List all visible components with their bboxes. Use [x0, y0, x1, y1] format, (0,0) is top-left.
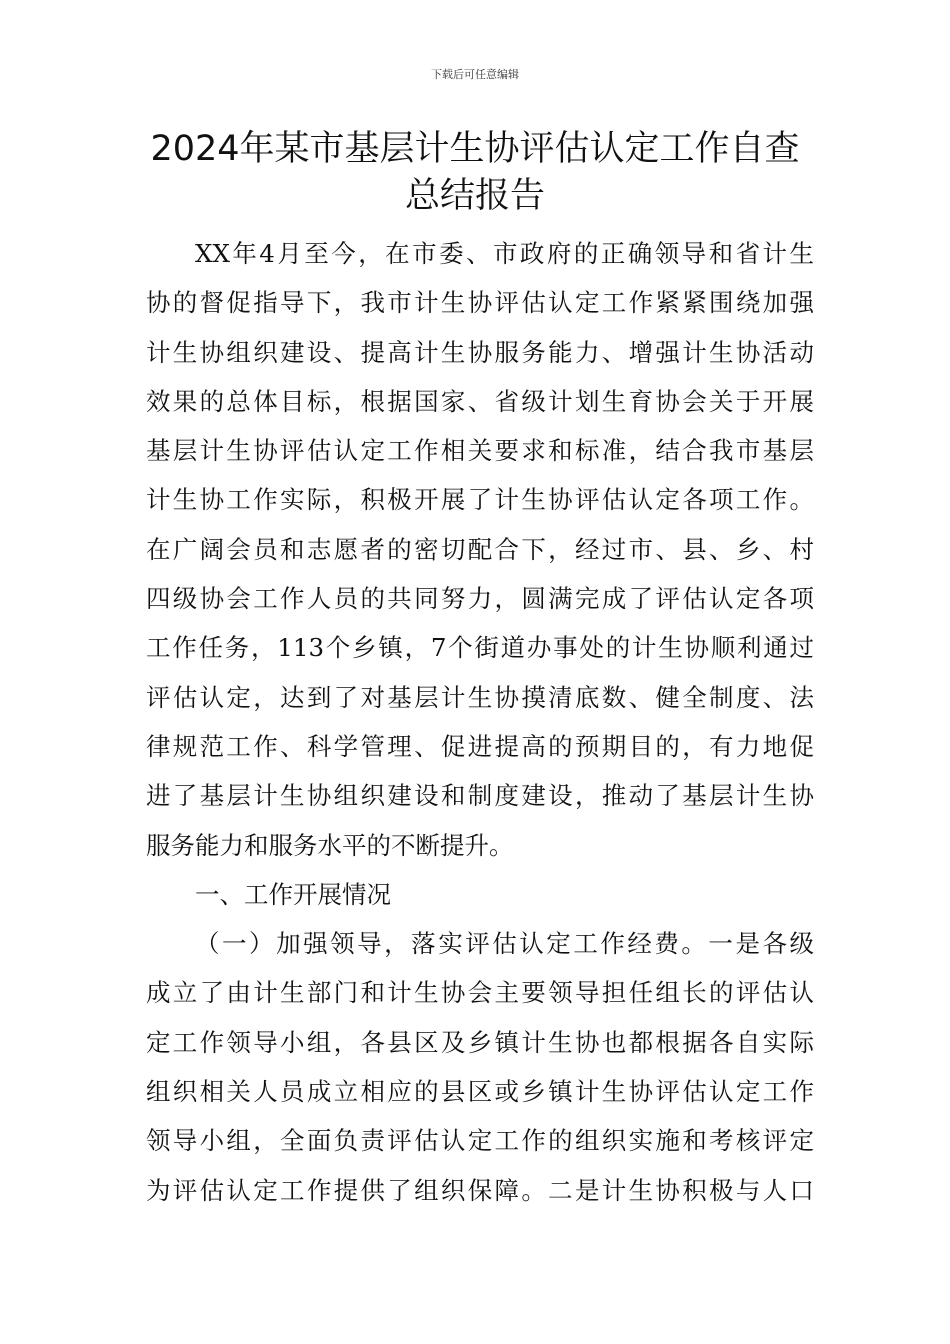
- section-heading: [146, 870, 814, 919]
- paragraph-intro: [146, 229, 814, 870]
- text-line: 协的督促指导下，我市计生协评估认定工作紧紧围绕加强: [146, 288, 814, 318]
- text-line: 定工作领导小组，各县区及乡镇计生协也都根据各自实际: [146, 1027, 814, 1057]
- title-line: 2024年某市基层计生协评估认定工作自查: [150, 129, 800, 169]
- document-body: [146, 229, 814, 1215]
- document-title: [100, 126, 850, 220]
- text-line: 四级协会工作人员的共同努力，圆满完成了评估认定各项: [146, 584, 814, 614]
- text-line: XX年4月至今，在市委、市政府的正确领导和省计生: [195, 239, 814, 268]
- paragraph-leadership: [146, 919, 814, 1215]
- text-line: 为评估认定工作提供了组织保障。二是计生协积极与人口: [146, 1175, 814, 1205]
- download-watermark: 下载后可任意编辑: [431, 68, 519, 81]
- text-line: 评估认定，达到了对基层计生协摸清底数、健全制度、法: [146, 682, 814, 712]
- text-line: 进了基层计生协组织建设和制度建设，推动了基层计生协: [146, 781, 814, 811]
- text-line: （一）加强领导，落实评估认定工作经费。一是各级: [195, 929, 814, 959]
- text-line: 基层计生协评估认定工作相关要求和标准，结合我市基层: [146, 436, 814, 466]
- text-line: 效果的总体目标，根据国家、省级计划生育协会关于开展: [146, 386, 814, 416]
- text-line: 律规范工作、科学管理、促进提高的预期目的，有力地促: [146, 731, 814, 761]
- text-line: 在广阔会员和志愿者的密切配合下，经过市、县、乡、村: [146, 534, 814, 564]
- text-line: 服务能力和服务水平的不断提升。: [146, 830, 514, 860]
- heading-line: 一、工作开展情况: [195, 879, 391, 909]
- title-line: 总结报告: [404, 176, 545, 216]
- text-line: 组织相关人员成立相应的县区或乡镇计生协评估认定工作: [146, 1077, 814, 1107]
- text-line: 计生协组织建设、提高计生协服务能力、增强计生协活动: [146, 337, 814, 367]
- text-line: 工作任务，113个乡镇，7个街道办事处的计生协顺利通过: [146, 633, 814, 663]
- text-line: 领导小组，全面负责评估认定工作的组织实施和考核评定: [146, 1126, 814, 1156]
- text-line: 计生协工作实际，积极开展了计生协评估认定各项工作。: [146, 485, 814, 515]
- text-line: 成立了由计生部门和计生协会主要领导担任组长的评估认: [146, 978, 814, 1008]
